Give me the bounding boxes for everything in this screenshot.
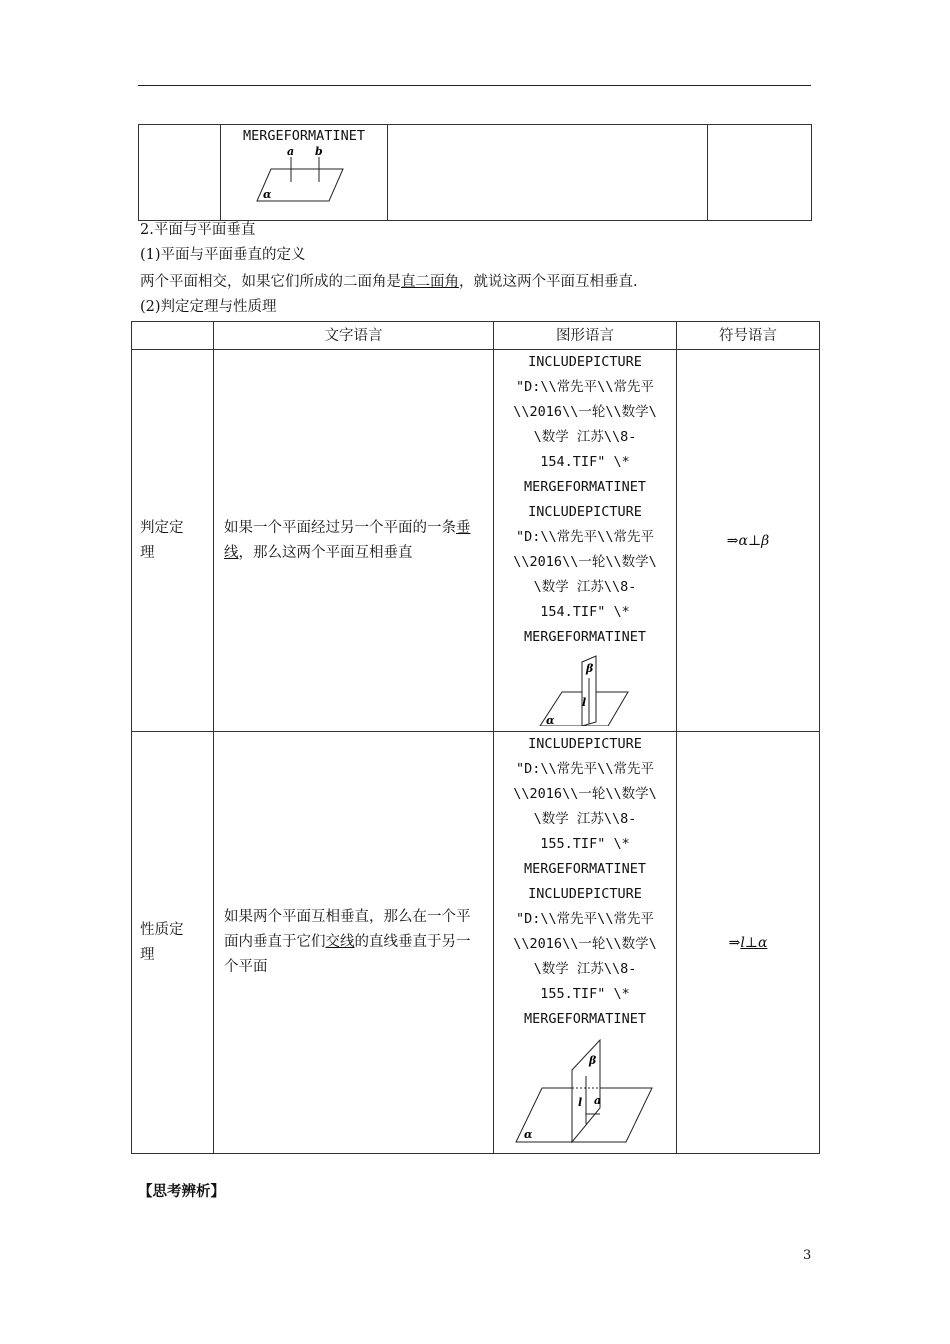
field-code-line: "D:\\常先平\\常先平 bbox=[516, 761, 654, 777]
label-alpha: α bbox=[546, 714, 555, 726]
symbol-keyword: l⊥α bbox=[740, 934, 768, 951]
theorem-title: (2)判定定理与性质理 bbox=[140, 299, 277, 315]
perpendicular-planes-figure bbox=[494, 650, 676, 726]
field-code-line: \\2016\\一轮\\数学\ bbox=[513, 554, 657, 570]
definition-text-after: ，就说这两个平面互相垂直. bbox=[459, 274, 638, 290]
field-code-line: "D:\\常先平\\常先平 bbox=[516, 911, 654, 927]
field-code-line: 155.TIF" \* bbox=[540, 986, 630, 1002]
row-figure-language bbox=[494, 350, 677, 732]
field-code-line: MERGEFORMATINET bbox=[524, 479, 646, 495]
label-b: b bbox=[315, 145, 323, 158]
field-code-line: \\2016\\一轮\\数学\ bbox=[513, 786, 657, 802]
row-name bbox=[132, 732, 214, 1154]
top-table-cell-empty bbox=[388, 125, 708, 221]
label-alpha: α bbox=[524, 1128, 533, 1141]
field-code-line: "D:\\常先平\\常先平 bbox=[516, 379, 654, 395]
row-figure-language bbox=[494, 732, 677, 1154]
field-code-line: INCLUDEPICTURE bbox=[528, 504, 642, 520]
field-code-line: \数学 江苏\\8- bbox=[533, 961, 637, 977]
field-code-block bbox=[494, 350, 676, 650]
table-header-row bbox=[132, 322, 820, 350]
field-code-line: \数学 江苏\\8- bbox=[533, 811, 637, 827]
field-code-line: MERGEFORMATINET bbox=[524, 861, 646, 877]
field-code-line: \\2016\\一轮\\数学\ bbox=[513, 936, 657, 952]
label-l: l bbox=[582, 696, 587, 709]
top-table bbox=[138, 124, 812, 221]
field-code-block bbox=[494, 732, 676, 1032]
label-beta: β bbox=[589, 1054, 597, 1067]
parallel-lines-figure bbox=[221, 145, 387, 209]
row-name bbox=[132, 350, 214, 732]
header-symbol-language: 符号语言 bbox=[677, 322, 820, 350]
label-beta: β bbox=[586, 662, 594, 675]
field-code-line: INCLUDEPICTURE bbox=[528, 886, 642, 902]
field-code-line: \\2016\\一轮\\数学\ bbox=[513, 404, 657, 420]
text-after: ，那么这两个平面互相垂直 bbox=[238, 544, 413, 561]
row-text-language bbox=[214, 350, 494, 732]
field-code: MERGEFORMATINET bbox=[243, 128, 365, 144]
theorem-table bbox=[131, 321, 820, 1154]
row-symbol-language bbox=[677, 350, 820, 732]
table-row bbox=[132, 732, 820, 1154]
table-row bbox=[132, 350, 820, 732]
definition-keyword: 直二面角 bbox=[401, 274, 459, 290]
definition-title: (1)平面与平面垂直的定义 bbox=[140, 247, 306, 263]
header-rule bbox=[138, 85, 811, 86]
page-number: 3 bbox=[803, 1248, 812, 1263]
text-before: 如果两个平面互相垂直，那么在一个平面内垂直于它们 bbox=[224, 909, 471, 950]
text-after: 的直线垂直于另一个平面 bbox=[224, 934, 471, 975]
perpendicular-planes-property-figure bbox=[494, 1032, 676, 1144]
row-name-text: 性质定理 bbox=[140, 921, 184, 963]
definition-text-before: 两个平面相交，如果它们所成的二面角是 bbox=[140, 274, 401, 290]
header-figure-language: 图形语言 bbox=[494, 322, 677, 350]
symbol-text: ⇒α⊥β bbox=[726, 532, 770, 549]
field-code-line: INCLUDEPICTURE bbox=[528, 736, 642, 752]
label-alpha: α bbox=[263, 188, 272, 201]
text-before: 如果一个平面经过另一个平面的一条 bbox=[224, 519, 456, 536]
text-keyword: 垂线 bbox=[224, 519, 471, 561]
row-symbol-language bbox=[677, 732, 820, 1154]
text-keyword: 交线 bbox=[325, 934, 355, 950]
field-code-line: 154.TIF" \* bbox=[540, 454, 630, 470]
header-text-language: 文字语言 bbox=[214, 322, 494, 350]
row-name-text: 判定定理 bbox=[140, 519, 184, 561]
field-code-line: \数学 江苏\\8- bbox=[533, 579, 637, 595]
top-table-cell-empty bbox=[139, 125, 221, 221]
label-l: l bbox=[578, 1096, 583, 1109]
field-code-line: "D:\\常先平\\常先平 bbox=[516, 529, 654, 545]
symbol-prefix: ⇒ bbox=[728, 934, 741, 951]
field-code-line: 155.TIF" \* bbox=[540, 836, 630, 852]
row-text-language bbox=[214, 732, 494, 1154]
top-table-figure-cell bbox=[221, 125, 388, 221]
top-table-cell-empty bbox=[708, 125, 812, 221]
field-code-line: MERGEFORMATINET bbox=[524, 1011, 646, 1027]
field-code-line: MERGEFORMATINET bbox=[524, 629, 646, 645]
field-code-line: \数学 江苏\\8- bbox=[533, 429, 637, 445]
header-cell bbox=[132, 322, 214, 350]
field-code-line: 154.TIF" \* bbox=[540, 604, 630, 620]
field-code-line: INCLUDEPICTURE bbox=[528, 354, 642, 370]
label-a: a bbox=[287, 145, 295, 158]
think-section-label: 【思考辨析】 bbox=[138, 1183, 225, 1200]
label-a: a bbox=[594, 1094, 602, 1107]
section-title: 2.平面与平面垂直 bbox=[140, 222, 256, 238]
definition-text bbox=[140, 272, 638, 292]
